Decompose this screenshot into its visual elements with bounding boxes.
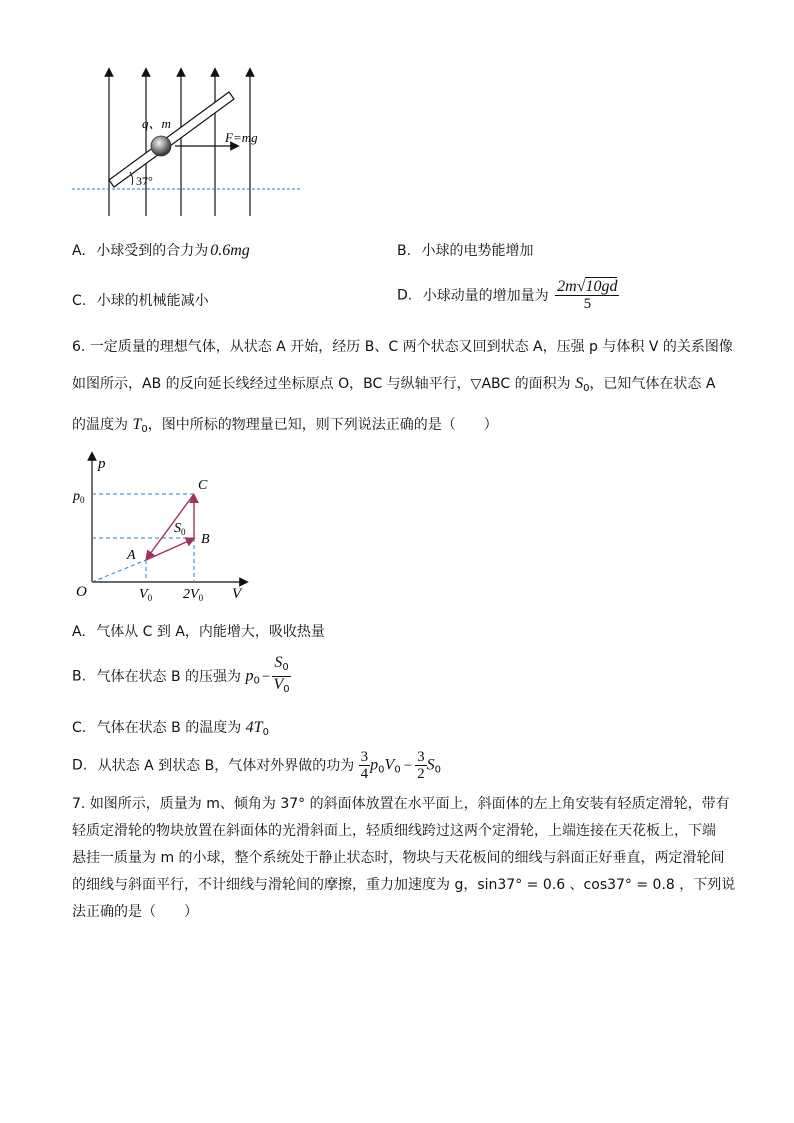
q6-line-1: 6. 一定质量的理想气体，从状态 A 开始，经历 B、C 两个状态又回到状态 A，压强 p 与体积 V 的关系图像 (72, 339, 733, 355)
pv-graph (62, 448, 262, 606)
tick-2v0: $2V_0$ (183, 587, 204, 603)
q5-option-c: C. 小球的机械能减小 (72, 293, 209, 309)
q5-option-b: B. 小球的电势能增加 (397, 243, 534, 259)
guide-lines (92, 494, 194, 582)
label-force: F=mg (225, 130, 258, 145)
q7-line-4: 的细线与斜面平行，不计细线与滑轮间的摩擦，重力加速度为 g，sin37° = 0.6 、cos37° = 0.8 ，下列说 (72, 877, 736, 893)
q7-stem (72, 791, 735, 926)
q7-line-2: 轻质定滑轮的物块放置在斜面体的光滑斜面上，轻质细线跨过这两个定滑轮，上端连接在天花板上，下端 (72, 823, 716, 839)
q7-line-1: 7. 如图所示，质量为 m、倾角为 37° 的斜面体放置在水平面上，斜面体的左上角安装有轻质定滑轮，带有 (72, 796, 730, 812)
point-label-b: B (201, 532, 210, 547)
q6-option-d: D. 从状态 A 到状态 B，气体对外界做的功为 $\frac{3}{4}$ $p_0V_0$ − $\frac{3}{2}$ $S_0$ (72, 749, 442, 782)
momentum-fraction: $\frac{2m√10gd}{5}$ (557, 278, 618, 312)
cycle-arrows (146, 494, 194, 560)
q5-option-d: D. 小球动量的增加量为 $\frac{2m√10gd}{5}$ (397, 278, 618, 312)
charged-ball (151, 136, 171, 156)
q6-line-2: 如图所示，AB 的反向延长线经过坐标原点 O，BC 与纵轴平行，▽ABC 的面积为 $S_0$，已知气体在状态 A (72, 375, 716, 394)
point-label-c: C (198, 478, 208, 493)
field-rod-figure (60, 62, 320, 222)
q7-line-5: 法正确的是（ ） (72, 904, 198, 920)
axis-label-v: V (232, 586, 242, 602)
tick-p0: $p_0$ (73, 489, 85, 505)
q6-option-c: C. 气体在状态 B 的温度为 $4T_0$ (72, 719, 269, 738)
q5-option-a: A. 小球受到的合力为 0.6mg (72, 242, 250, 259)
label-q-m: q、m (142, 116, 171, 131)
tick-v0: $V_0$ (139, 587, 153, 603)
axis-label-p: p (98, 456, 106, 472)
q7-line-3: 悬挂一质量为 m 的小球，整个系统处于静止状态时，物块与天花板间的细线与斜面正好垂直，两定滑轮间 (72, 850, 725, 866)
q6-line-3: 的温度为 $T_0$，图中所标的物理量已知，则下列说法正确的是（ ） (72, 416, 498, 435)
area-label-s0: $S_0$ (174, 521, 186, 537)
q6-stem (72, 334, 733, 443)
work-fraction-2: $\frac{3}{2}$ (417, 749, 425, 782)
ab-extension (92, 560, 146, 582)
point-label-a: A (127, 548, 136, 563)
q6-option-b: B. 气体在状态 B 的压强为 $p_0$ − $\frac{S_0}{V_0}$ (72, 655, 291, 698)
pressure-fraction: $\frac{S_0}{V_0}$ (273, 654, 290, 695)
work-fraction-1: $\frac{3}{4}$ (360, 749, 369, 782)
label-angle: 37° (136, 174, 153, 188)
origin-label: O (76, 584, 87, 600)
q6-option-a: A. 气体从 C 到 A，内能增大，吸收热量 (72, 624, 325, 640)
